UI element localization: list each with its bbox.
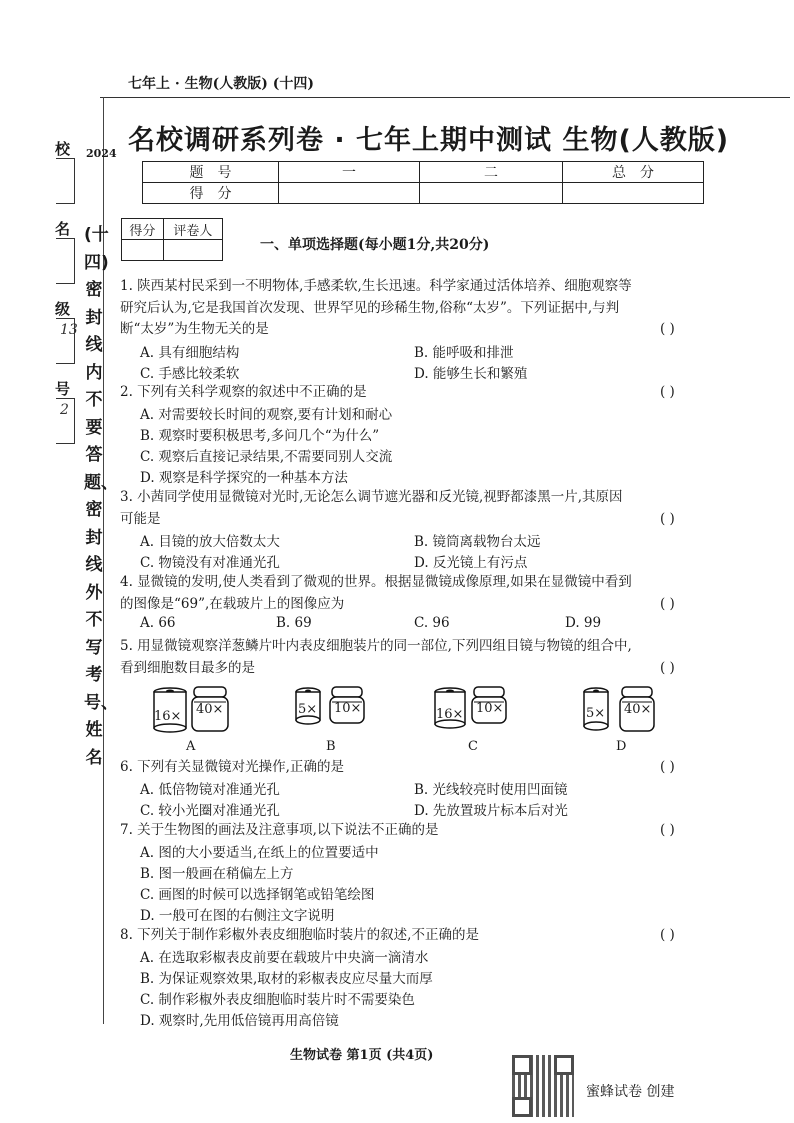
option-d: D. 反光镜上有污点 (414, 555, 528, 571)
page-footer: 生物试卷 第1页 (共4页) (290, 1048, 434, 1063)
option-c: C. 制作彩椒外表皮细胞临时装片时不需要染色 (140, 992, 415, 1008)
score-table-col-2: 二 (420, 162, 563, 183)
option-c: C. 手感比较柔软 (140, 366, 240, 382)
question-line-wrap (120, 509, 675, 531)
number-box (56, 398, 75, 444)
score-cell-1 (279, 183, 420, 204)
answer-bracket: ( ) (660, 659, 675, 676)
score-table-col-1: 一 (279, 162, 420, 183)
option-d: D. 99 (565, 615, 602, 631)
option-c: C. 较小光圈对准通光孔 (140, 803, 280, 819)
question-line-wrap (120, 757, 675, 779)
option-d: D. 观察时,先用低倍镜再用高倍镜 (140, 1013, 339, 1029)
option-c: C. 96 (414, 615, 450, 631)
question-line-wrap (120, 382, 675, 404)
objective-label: 10× (334, 701, 362, 716)
answer-bracket: ( ) (660, 595, 675, 612)
answer-bracket: ( ) (660, 321, 675, 337)
option-d: D. 能够生长和繁殖 (414, 366, 528, 382)
question-line-wrap (120, 925, 675, 947)
brand-watermark: 蜜蜂试卷 创建 (586, 1084, 675, 1100)
grader-table (121, 218, 223, 261)
school-box (56, 158, 75, 204)
seal-line-notice: (十四)密封线内不要答题、密封线外不写考号、姓名 (84, 225, 118, 768)
question-line: 6. 下列有关显微镜对光操作,正确的是 (120, 759, 344, 775)
question-line-wrap (120, 594, 675, 616)
question-line-wrap (120, 820, 675, 842)
option-a: A. 低倍物镜对准通光孔 (140, 782, 280, 798)
question-4 (120, 572, 675, 615)
question-line: 断“太岁”为生物无关的是 (120, 321, 269, 337)
combo-letter: D (616, 739, 627, 754)
option-b: B. 光线较亮时使用凹面镜 (414, 782, 568, 798)
eyepiece-label: 16× (436, 707, 464, 722)
question-2 (120, 382, 675, 404)
lens-combo-d (580, 684, 670, 754)
score-table-header: 题 号 (143, 162, 279, 183)
qr-finder (512, 1097, 532, 1117)
series-header: 七年上 · 生物(人教版) (十四) (128, 76, 314, 92)
name-label: 名 (55, 220, 71, 238)
option-a: A. 具有细胞结构 (140, 345, 240, 361)
objective-label: 10× (476, 701, 504, 716)
option-b: B. 观察时要积极思考,多问几个“为什么” (140, 428, 380, 444)
score-table (142, 161, 704, 204)
name-box (56, 238, 75, 284)
class-label: 级 (55, 300, 71, 318)
eyepiece-label: 5× (586, 706, 606, 721)
option-b: B. 能呼吸和排泄 (414, 345, 514, 361)
score-table-total: 总 分 (563, 162, 704, 183)
question-6 (120, 757, 675, 779)
answer-bracket: ( ) (660, 759, 675, 775)
question-line: 5. 用显微镜观察洋葱鳞片叶内表皮细胞装片的同一部位,下列四组目镜与物镜的组合中, (120, 638, 632, 654)
combo-letter: A (186, 739, 196, 754)
number-label: 号 (55, 380, 71, 398)
objective-label: 40× (196, 702, 224, 717)
answer-bracket: ( ) (660, 510, 675, 527)
class-box (56, 318, 75, 364)
option-a: A. 在选取彩椒表皮前要在载玻片中央滴一滴清水 (140, 950, 429, 966)
question-7 (120, 820, 675, 842)
header-rule (100, 97, 790, 98)
lens-combo-b (292, 684, 382, 754)
option-d: D. 观察是科学探究的一种基本方法 (140, 470, 348, 486)
question-line: 2. 下列有关科学观察的叙述中不正确的是 (120, 384, 367, 400)
qr-finder (554, 1055, 574, 1075)
question-line-wrap (120, 319, 675, 341)
option-d: D. 先放置玻片标本后对光 (414, 803, 568, 819)
lens-combo-a (148, 684, 238, 754)
combo-letter: C (468, 739, 478, 754)
objective-label: 40× (624, 702, 652, 717)
option-d: D. 一般可在图的右侧注文字说明 (140, 908, 335, 924)
qr-finder (512, 1055, 532, 1075)
question-5 (120, 636, 675, 679)
combo-letter: B (326, 739, 336, 754)
score-cell-2 (420, 183, 563, 204)
option-b: B. 为保证观察效果,取材的彩椒表皮应尽量大而厚 (140, 971, 433, 987)
question-line: 8. 下列关于制作彩椒外表皮细胞临时装片的叙述,不正确的是 (120, 927, 479, 943)
section-title: 一、单项选择题(每小题1分,共20分) (260, 237, 490, 253)
score-cell-total (563, 183, 704, 204)
lens-combo-c (432, 684, 522, 754)
option-c: C. 画图的时候可以选择钢笔或铅笔绘图 (140, 887, 375, 903)
option-a: A. 目镜的放大倍数太大 (140, 534, 280, 550)
grader-score-cell (122, 240, 164, 261)
eyepiece-label: 16× (154, 709, 182, 724)
class-value: 13 (60, 322, 78, 338)
question-line: 的图像是“69”,在载玻片上的图像应为 (120, 595, 345, 612)
score-row-label: 得 分 (143, 183, 279, 204)
question-line: 3. 小茜同学使用显微镜对光时,无论怎么调节遮光器和反光镜,视野都漆黑一片,其原因 (120, 489, 623, 505)
option-b: B. 镜筒离载物台太远 (414, 534, 541, 550)
question-line: 4. 显微镜的发明,使人类看到了微观的世界。根据显微镜成像原理,如果在显微镜中看到 (120, 574, 632, 590)
school-label: 校 (55, 140, 71, 158)
qr-code-icon[interactable] (512, 1055, 574, 1117)
exam-title: 名校调研系列卷 · 七年上期中测试 生物(人教版) (128, 125, 730, 156)
grader-name-label: 评卷人 (163, 219, 222, 240)
year-vertical: 2024 (86, 147, 117, 160)
option-a: A. 66 (140, 615, 176, 631)
answer-bracket: ( ) (660, 822, 675, 838)
question-line: 1. 陕西某村民采到一不明物体,手感柔软,生长迅速。科学家通过活体培养、细胞观察等 (120, 278, 632, 294)
answer-bracket: ( ) (660, 927, 675, 943)
option-a: A. 对需要较长时间的观察,要有计划和耐心 (140, 407, 393, 423)
question-8 (120, 925, 675, 947)
number-value: 2 (60, 402, 69, 418)
question-line: 7. 关于生物图的画法及注意事项,以下说法不正确的是 (120, 822, 439, 838)
question-line: 可能是 (120, 510, 161, 527)
option-b: B. 图一般画在稍偏左上方 (140, 866, 294, 882)
question-1 (120, 276, 675, 341)
option-c: C. 物镜没有对准通光孔 (140, 555, 280, 571)
grader-score-label: 得分 (122, 219, 164, 240)
option-b: B. 69 (276, 615, 312, 631)
grader-name-cell (163, 240, 222, 261)
question-line: 看到细胞数目最多的是 (120, 659, 255, 676)
eyepiece-label: 5× (298, 702, 318, 717)
question-line-wrap (120, 658, 675, 680)
question-line: 研究后认为,它是我国首次发现、世界罕见的珍稀生物,俗称“太岁”。下列证据中,与判 (120, 299, 620, 316)
option-a: A. 图的大小要适当,在纸上的位置要适中 (140, 845, 379, 861)
option-c: C. 观察后直接记录结果,不需要同别人交流 (140, 449, 393, 465)
answer-bracket: ( ) (660, 384, 675, 400)
question-3 (120, 487, 675, 530)
